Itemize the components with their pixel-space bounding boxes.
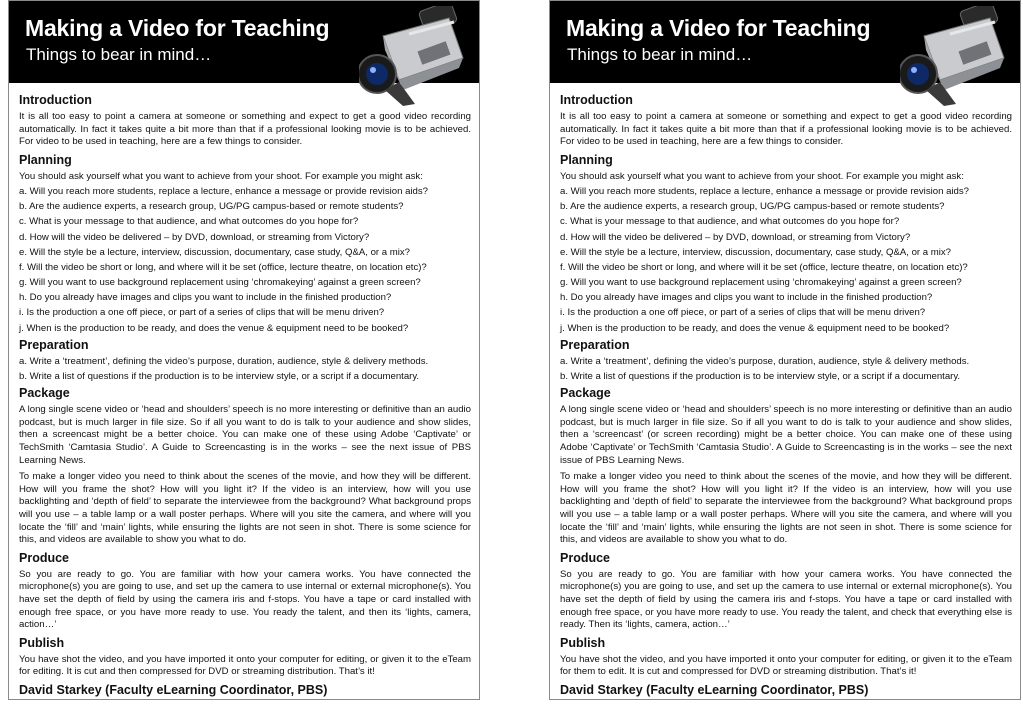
- planning-item: b. Are the audience experts, a research group, UG/PG campus-based or remote students?: [19, 201, 404, 213]
- package-paragraph: To make a longer video you need to think about the scenes of the movie, and how they will be different. How will you frame the shot? How will you light it? If the video is an interview, how will you use backlighting and ‘depth of field’ to separate the interviewee from the background? What background props will you use – a table lamp or a wall poster perhaps. Where will you site the camera, and where will you locate the ‘fill’ and ‘main’ lights, while ensuring the lights are not seen in shot. There is some science for this, and videos are available to show you what to do.: [560, 471, 1012, 546]
- introduction-heading: Introduction: [19, 93, 92, 107]
- author-signature: David Starkey (Faculty eLearning Coordinator, PBS): [560, 682, 869, 697]
- produce-heading: Produce: [560, 550, 611, 565]
- author-signature: David Starkey (Faculty eLearning Coordinator, PBS): [19, 682, 328, 697]
- planning-item: h. Do you already have images and clips you want to include in the finished production?: [19, 292, 392, 304]
- header-banner: [550, 1, 1020, 83]
- introduction-heading: Introduction: [560, 93, 633, 107]
- planning-item: f. Will the video be short or long, and where will it be set (office, lecture theatre, on location etc)?: [19, 261, 427, 273]
- video-camera-icon: [359, 6, 465, 106]
- package-heading: Package: [19, 386, 70, 401]
- produce-text: So you are ready to go. You are familiar with how your camera works. You have connected the microphone(s) you are going to use, and set up the camera to use internal or external microphone(s). You have set the depth of field by using the camera iris and f-stops. You have a tape or card installed with enough free space, or you have more ready to use. You ready the talent, and check that everything else is ready. Then its ‘lights, camera, action…’: [560, 568, 1012, 631]
- planning-item: b. Are the audience experts, a research group, UG/PG campus-based or remote students?: [560, 201, 945, 213]
- planning-heading: Planning: [19, 152, 72, 167]
- document-page-right: [549, 0, 1021, 700]
- publish-text: You have shot the video, and you have imported it onto your computer for editing, or given it to the eTeam for them to edit. It is cut and compressed for DVD or streaming distribution. That’s it!: [560, 653, 1012, 678]
- introduction-text: It is all too easy to point a camera at someone or something and expect to get a good video recording automatically. In fact it takes quite a bit more than that if a professional looking movie is to be achieved. For video to be used in teaching, here are a few things to consider.: [19, 111, 471, 148]
- preparation-item: b. Write a list of questions if the production is to be interview style, or a script if a documentary.: [560, 371, 961, 383]
- planning-item: j. When is the production to be ready, and does the venue & equipment need to be booked?: [560, 322, 950, 334]
- planning-item: c. What is your message to that audience, and what outcomes do you hope for?: [560, 216, 900, 228]
- planning-item: e. Will the style be a lecture, interview, discussion, documentary, case study, Q&A, or a mix?: [19, 246, 411, 258]
- planning-item: c. What is your message to that audience, and what outcomes do you hope for?: [19, 216, 359, 228]
- planning-item: h. Do you already have images and clips you want to include in the finished production?: [560, 292, 933, 304]
- introduction-text: It is all too easy to point a camera at someone or something and expect to get a good video recording automatically. In fact it takes quite a bit more than that if a professional looking movie is to be achieved. For video to be used in teaching, here are a few things to consider.: [560, 111, 1012, 148]
- planning-item: i. Is the production a one off piece, or part of a series of clips that will be menu driven?: [560, 307, 926, 319]
- publish-heading: Publish: [560, 635, 606, 650]
- package-paragraph: To make a longer video you need to think about the scenes of the movie, and how they will be different. How will you frame the shot? How will you light it? If the video is an interview, how will you use backlighting and ‘depth of field’ to separate the interviewee from the background? What background props will you use – a table lamp or a wall poster perhaps. Where will you site the camera, and where will you locate the ‘fill’ and ‘main’ lights, while ensuring the lights are not seen in shot. There is some science for this, and videos are available to show you what to do.: [19, 471, 471, 546]
- publish-heading: Publish: [19, 635, 65, 650]
- header-banner: [9, 1, 479, 83]
- document-body: [9, 83, 479, 697]
- preparation-item: a. Write a ‘treatment’, defining the video’s purpose, duration, audience, style & delivery methods.: [19, 355, 429, 367]
- planning-item: f. Will the video be short or long, and where will it be set (office, lecture theatre, on location etc)?: [560, 261, 968, 273]
- page-title: Making a Video for Teaching: [25, 15, 330, 41]
- preparation-heading: Preparation: [560, 337, 630, 352]
- preparation-heading: Preparation: [19, 337, 89, 352]
- planning-item: a. Will you reach more students, replace a lecture, enhance a message or provide revision aids?: [560, 185, 970, 197]
- planning-item: j. When is the production to be ready, and does the venue & equipment need to be booked?: [19, 322, 409, 334]
- planning-item: g. Will you want to use background replacement using ‘chromakeying’ against a green screen?: [560, 277, 962, 289]
- document-page-left: [8, 0, 480, 700]
- package-paragraph: A long single scene video or ‘head and shoulders’ speech is no more interesting or definitive than an audio podcast, but is much larger in file size. So if all you want to do is talk to your audience and show slides, then a ‘screencast’ (or screen recording) might be a better choice. You can make one of these using Adobe ‘Captivate’ or TechSmith ‘Camtasia Studio’. A Guide to Screencasting is in the works – see the next issue of PBS Learning News.: [560, 404, 1012, 466]
- planning-item: d. How will the video be delivered – by DVD, download, or streaming from Victory?: [19, 231, 370, 243]
- package-paragraph: A long single scene video or ‘head and shoulders’ speech is no more interesting or definitive than an audio podcast, but is much larger in file size. So if all you want to do is talk to your audience and show slides, then a screencast might be a better choice. You can make one of these using Adobe ‘Captivate’ or TechSmith ‘Camtasia Studio’. A Guide to Screencasting is in the works – see the next issue of PBS Learning News.: [19, 404, 471, 466]
- document-body: [550, 83, 1020, 697]
- publish-text: You have shot the video, and you have imported it onto your computer for editing, or given it to the eTeam for editing. It is cut and then compressed for DVD or streaming distribution. That’s it!: [19, 653, 471, 678]
- preparation-item: b. Write a list of questions if the production is to be interview style, or a script if a documentary.: [19, 371, 420, 383]
- planning-item: i. Is the production a one off piece, or part of a series of clips that will be menu driven?: [19, 307, 385, 319]
- planning-item: e. Will the style be a lecture, interview, discussion, documentary, case study, Q&A, or a mix?: [560, 246, 952, 258]
- planning-heading: Planning: [560, 152, 613, 167]
- produce-text: So you are ready to go. You are familiar with how your camera works. You have connected the microphone(s) you are going to use, and set up the camera to use internal or external microphone(s). You have set the depth of field by using the camera iris and f-stops. You have a tape or card installed with enough free space, or you have more ready to use. You ready the talent, and then its ‘lights, camera, action…’: [19, 568, 471, 631]
- page-subtitle: Things to bear in mind…: [26, 45, 212, 64]
- planning-item: a. Will you reach more students, replace a lecture, enhance a message or provide revision aids?: [19, 185, 429, 197]
- package-heading: Package: [560, 386, 611, 401]
- planning-intro: You should ask yourself what you want to achieve from your shoot. For example you might ask:: [560, 170, 964, 182]
- planning-intro: You should ask yourself what you want to achieve from your shoot. For example you might ask:: [19, 170, 423, 182]
- video-camera-icon: [900, 6, 1006, 106]
- planning-item: g. Will you want to use background replacement using ‘chromakeying’ against a green screen?: [19, 277, 421, 289]
- preparation-item: a. Write a ‘treatment’, defining the video’s purpose, duration, audience, style & delivery methods.: [560, 355, 970, 367]
- produce-heading: Produce: [19, 550, 70, 565]
- page-title: Making a Video for Teaching: [566, 15, 871, 41]
- page-subtitle: Things to bear in mind…: [567, 45, 753, 64]
- planning-item: d. How will the video be delivered – by DVD, download, or streaming from Victory?: [560, 231, 911, 243]
